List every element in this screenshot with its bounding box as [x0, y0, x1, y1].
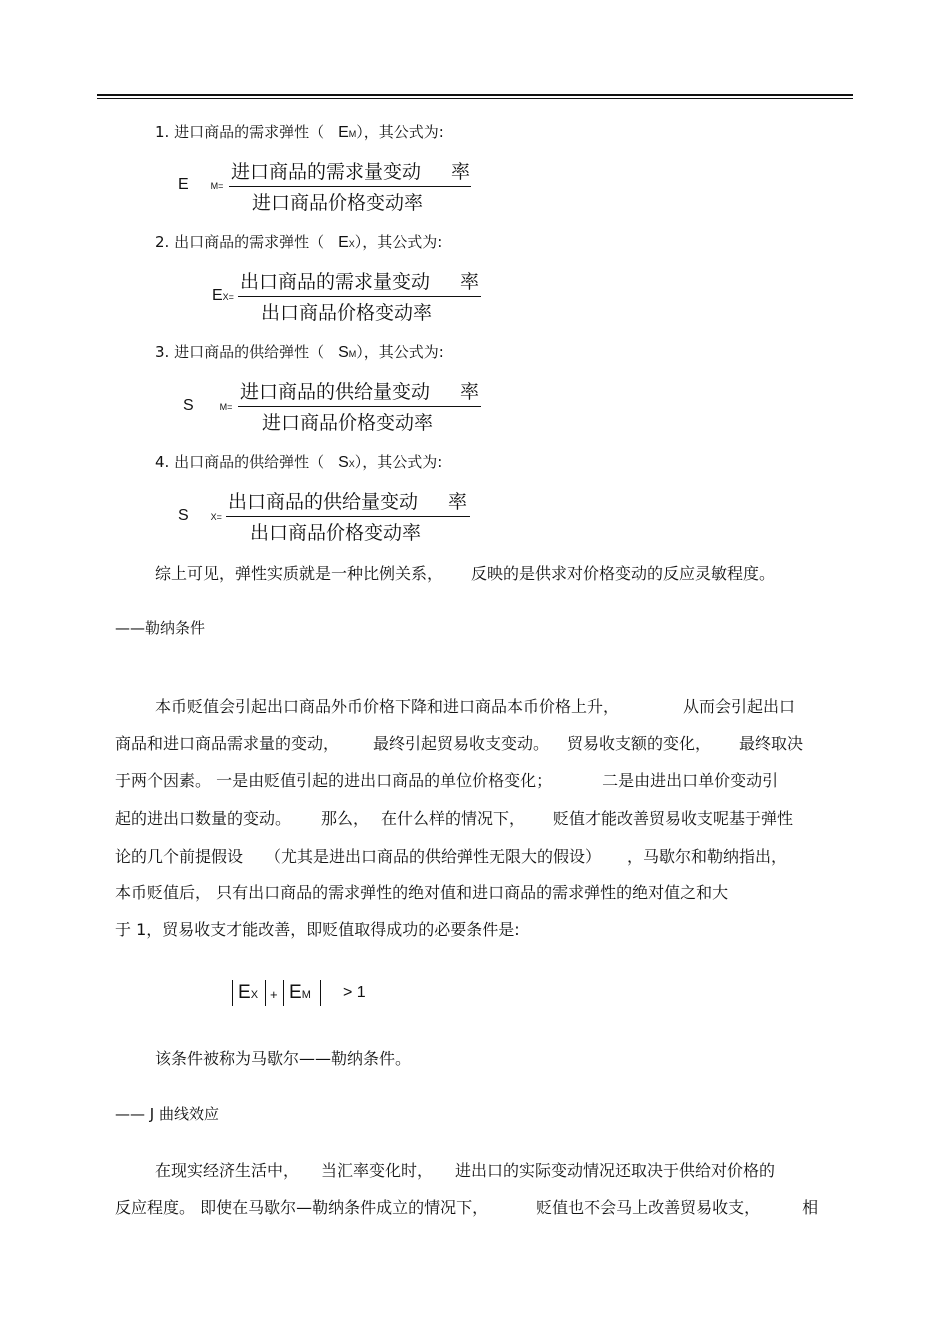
abs-bar-right-1	[265, 980, 266, 1006]
section-heading-lerner: ——勒纳条件	[115, 619, 206, 637]
formula-3-numerator: 进口商品的供给量变动 率	[240, 381, 480, 403]
summary-line: 综上可见，弹性实质就是一种比例关系， 反映的是供求对价格变动的反应灵敏程度。	[155, 564, 776, 583]
item-symbol-sub: M	[348, 129, 357, 139]
item-2-heading: 2. 出口商品的需求弹性（ EX），其公式为:	[155, 233, 443, 251]
formula-3-lhs: S M=	[183, 397, 233, 414]
para2-line-2: 反应程度。 即使在马歇尔—勒纳条件成立的情况下， 贬值也不会马上改善贸易收支， 相	[115, 1198, 819, 1217]
formula-2-denominator: 出口商品价格变动率	[261, 302, 433, 324]
item-4-heading: 4. 出口商品的供给弹性（ SX），其公式为:	[155, 453, 443, 471]
ml-greater-than-one: > 1	[343, 984, 366, 1001]
para1-line-6: 本币贬值后， 只有出口商品的需求弹性的绝对值和进口商品的需求弹性的绝对值之和大	[115, 883, 729, 902]
item-3-heading: 3. 进口商品的供给弹性（ SM），其公式为:	[155, 343, 444, 361]
formula-4-lhs: S X=	[178, 507, 222, 524]
para2-line-1: 在现实经济生活中， 当汇率变化时， 进出口的实际变动情况还取决于供给对价格的	[155, 1161, 776, 1180]
para1-line-4: 起的进出口数量的变动。 那么， 在什么样的情况下， 贬值才能改善贸易收支呢基于弹性	[115, 809, 794, 828]
formula-4-fraction-bar	[226, 516, 470, 517]
abs-bar-left-2	[283, 980, 284, 1006]
formula-1-fraction-bar	[229, 186, 471, 187]
formula-4-numerator: 出口商品的供给量变动 率	[228, 491, 468, 513]
para1-line-1: 本币贬值会引起出口商品外币价格下降和进口商品本币价格上升， 从而会引起出口	[155, 697, 796, 716]
formula-1-denominator: 进口商品价格变动率	[252, 192, 424, 214]
ml-plus: +	[270, 987, 278, 1002]
para1-line-2: 商品和进口商品需求量的变动， 最终引起贸易收支变动。 贸易收支额的变化， 最终取决	[115, 734, 804, 753]
formula-2-numerator: 出口商品的需求量变动 率	[240, 271, 480, 293]
abs-bar-right-2	[320, 980, 321, 1006]
formula-2-fraction-bar	[238, 296, 481, 297]
para1-line-3: 于两个因素。 一是由贬值引起的进出口商品的单位价格变化； 二是由进出口单价变动引	[115, 771, 779, 790]
formula-3-fraction-bar	[238, 406, 481, 407]
item-1-heading	[155, 121, 444, 142]
para1-line-7: 于 1，贸易收支才能改善，即贬值取得成功的必要条件是:	[115, 920, 520, 939]
formula-3-denominator: 进口商品价格变动率	[262, 412, 434, 434]
abs-bar-left-1	[232, 980, 233, 1006]
formula-1-lhs: E M=	[178, 176, 224, 193]
section-heading-j-curve: —— J 曲线效应	[115, 1105, 219, 1123]
header-rule-bottom	[97, 98, 853, 99]
formula-4-denominator: 出口商品价格变动率	[250, 522, 422, 544]
condition-note: 该条件被称为马歇尔——勒纳条件。	[155, 1049, 412, 1068]
formula-2-lhs: EX=	[212, 287, 234, 304]
ml-e-x: EX	[238, 982, 259, 1003]
item-symbol: E	[338, 124, 349, 141]
ml-condition	[230, 978, 390, 1008]
formula-1-numerator: 进口商品的需求量变动 率	[231, 161, 471, 183]
item-label: 1. 进口商品的需求弹性（	[155, 123, 325, 141]
header-rule-top	[97, 94, 853, 96]
ml-e-m: EM	[289, 982, 311, 1003]
para1-line-5: 论的几个前提假设 （尤其是进出口商品的供给弹性无限大的假设） ，马歇尔和勒纳指出，	[115, 847, 788, 866]
item-close: ），其公式为:	[356, 123, 444, 141]
